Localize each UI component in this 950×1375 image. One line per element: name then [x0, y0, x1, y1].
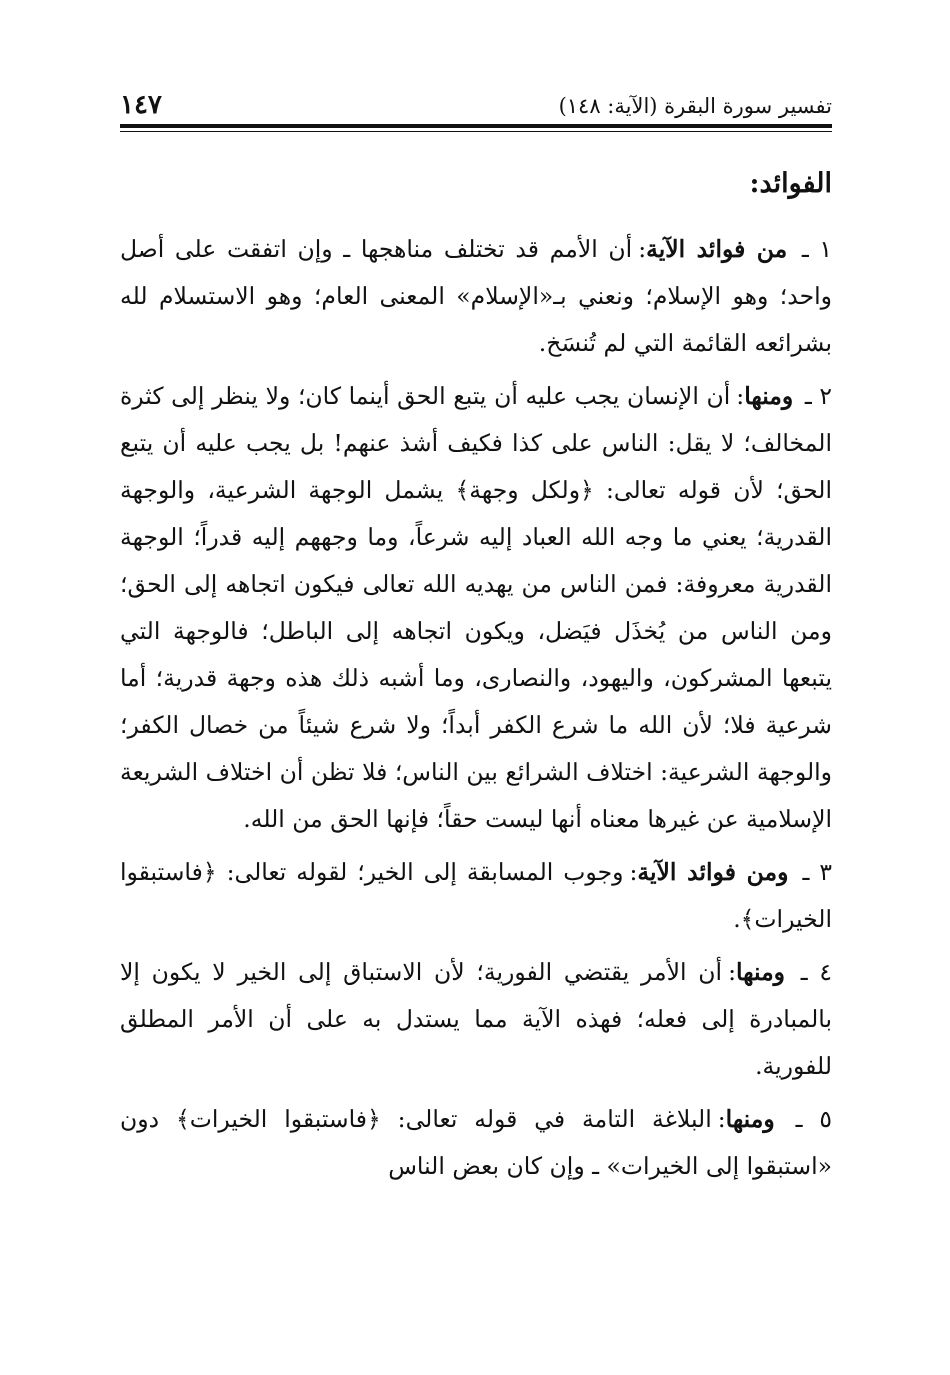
paragraph-text: أن الأمر يقتضي الفورية؛ لأن الاستباق إلى الخير لا يكون إلا بالمبادرة إلى فعله؛ فهذه الآية مما يستدل به على أن الأمر المطلق للفورية.	[120, 958, 832, 1080]
benefit-paragraph-1: ١ ـ من فوائد الآية:أن الأمم قد تختلف مناهجها ـ وإن اتفقت على أصل واحد؛ وهو الإسلام؛ ونعني بـ«الإسلام» المعنى العام؛ وهو الاستسلام لله بشرائعه القائمة التي لم تُنسَخ.	[120, 235, 832, 357]
benefit-paragraph-3: ٣ ـ ومن فوائد الآية:وجوب المسابقة إلى الخير؛ لقوله تعالى: ﴿فاستبقوا الخيرات﴾.	[120, 858, 832, 933]
paragraph-number: ٥ ـ	[795, 1105, 832, 1133]
paragraph-lead: ومنها	[735, 958, 786, 986]
paragraph-lead: ومنها	[725, 1105, 775, 1133]
header-rule-thick	[120, 124, 832, 128]
paragraph-number: ٢ ـ	[804, 382, 832, 410]
paragraph-text: البلاغة التامة في قوله تعالى: ﴿فاستبقوا الخيرات﴾ دون «استبقوا إلى الخيرات» ـ وإن كان بعض الناس	[120, 1105, 832, 1180]
paragraph-lead: ومنها	[744, 382, 794, 410]
paragraph-number: ١ ـ	[801, 235, 832, 263]
paragraph-number: ٣ ـ	[802, 858, 832, 886]
benefit-paragraph-4: ٤ ـ ومنها:أن الأمر يقتضي الفورية؛ لأن الاستباق إلى الخير لا يكون إلا بالمبادرة إلى فعله؛ فهذه الآية مما يستدل به على أن الأمر المطلق للفورية.	[120, 958, 832, 1080]
paragraph-lead: ومن فوائد الآية	[637, 858, 789, 886]
header-rule-thin	[120, 131, 832, 132]
running-title: تفسير سورة البقرة (الآية: ١٤٨)	[558, 94, 832, 118]
page-number: ١٤٧	[120, 90, 162, 120]
benefit-paragraph-5: ٥ ـ ومنها:البلاغة التامة في قوله تعالى: ﴿فاستبقوا الخيرات﴾ دون «استبقوا إلى الخيرات» ـ وإن كان بعض الناس	[120, 1105, 832, 1180]
paragraph-text: وجوب المسابقة إلى الخير؛ لقوله تعالى: ﴿فاستبقوا الخيرات﴾.	[120, 858, 832, 933]
paragraph-number: ٤ ـ	[800, 958, 832, 986]
paragraph-text: أن الإنسان يجب عليه أن يتبع الحق أينما كان؛ ولا ينظر إلى كثرة المخالف؛ لا يقل: الناس على كذا فكيف أشذ عنهم! بل يجب عليه أن يتبع الحق؛ لأن قوله تعالى: ﴿ولكل وجهة﴾ يشمل الوجهة الشرعية، والوجهة القدرية؛ يعني ما وجه الله العباد إليه شرعاً، وما وجههم إليه قدراً؛ الوجهة القدرية معروفة: فمن الناس من يهديه الله تعالى فيكون اتجاهه إلى الحق؛ ومن الناس من يُخذَل فيَضل، ويكون اتجاهه إلى الباطل؛ فالوجهة التي يتبعها المشركون، واليهود، والنصارى، وما أشبه ذلك هذه وجهة قدرية؛ أما شرعية فلا؛ لأن الله ما شرع الكفر أبداً؛ ولا شرع شيئاً من خصال الكفر؛ والوجهة الشرعية: اختلاف الشرائع بين الناس؛ فلا تظن أن اختلاف الشريعة الإسلامية عن غيرها معناه أنها ليست حقاً؛ فإنها الحق من الله.	[120, 382, 832, 833]
paragraph-text: أن الأمم قد تختلف مناهجها ـ وإن اتفقت على أصل واحد؛ وهو الإسلام؛ ونعني بـ«الإسلام» المعنى العام؛ وهو الاستسلام لله بشرائعه القائمة التي لم تُنسَخ.	[120, 235, 832, 357]
paragraph-lead: من فوائد الآية	[646, 235, 788, 263]
section-title: الفوائد:	[749, 168, 832, 199]
benefit-paragraph-2: ٢ ـ ومنها:أن الإنسان يجب عليه أن يتبع الحق أينما كان؛ ولا ينظر إلى كثرة المخالف؛ لا يقل: الناس على كذا فكيف أشذ عنهم! بل يجب عليه أن يتبع الحق؛ لأن قوله تعالى: ﴿ولكل وجهة﴾ يشمل الوجهة الشرعية، والوجهة القدرية؛ يعني ما وجه الله العباد إليه شرعاً، وما وجههم إليه قدراً؛ الوجهة القدرية معروفة: فمن الناس من يهديه الله تعالى فيكون اتجاهه إلى الحق؛ ومن الناس من يُخذَل فيَضل، ويكون اتجاهه إلى الباطل؛ فالوجهة التي يتبعها المشركون، واليهود، والنصارى، وما أشبه ذلك هذه وجهة قدرية؛ أما شرعية فلا؛ لأن الله ما شرع الكفر أبداً؛ ولا شرع شيئاً من خصال الكفر؛ والوجهة الشرعية: اختلاف الشرائع بين الناس؛ فلا تظن أن اختلاف الشريعة الإسلامية عن غيرها معناه أنها ليست حقاً؛ فإنها الحق من الله.	[120, 382, 832, 833]
page-content	[120, 164, 832, 1196]
page-header	[120, 88, 832, 120]
